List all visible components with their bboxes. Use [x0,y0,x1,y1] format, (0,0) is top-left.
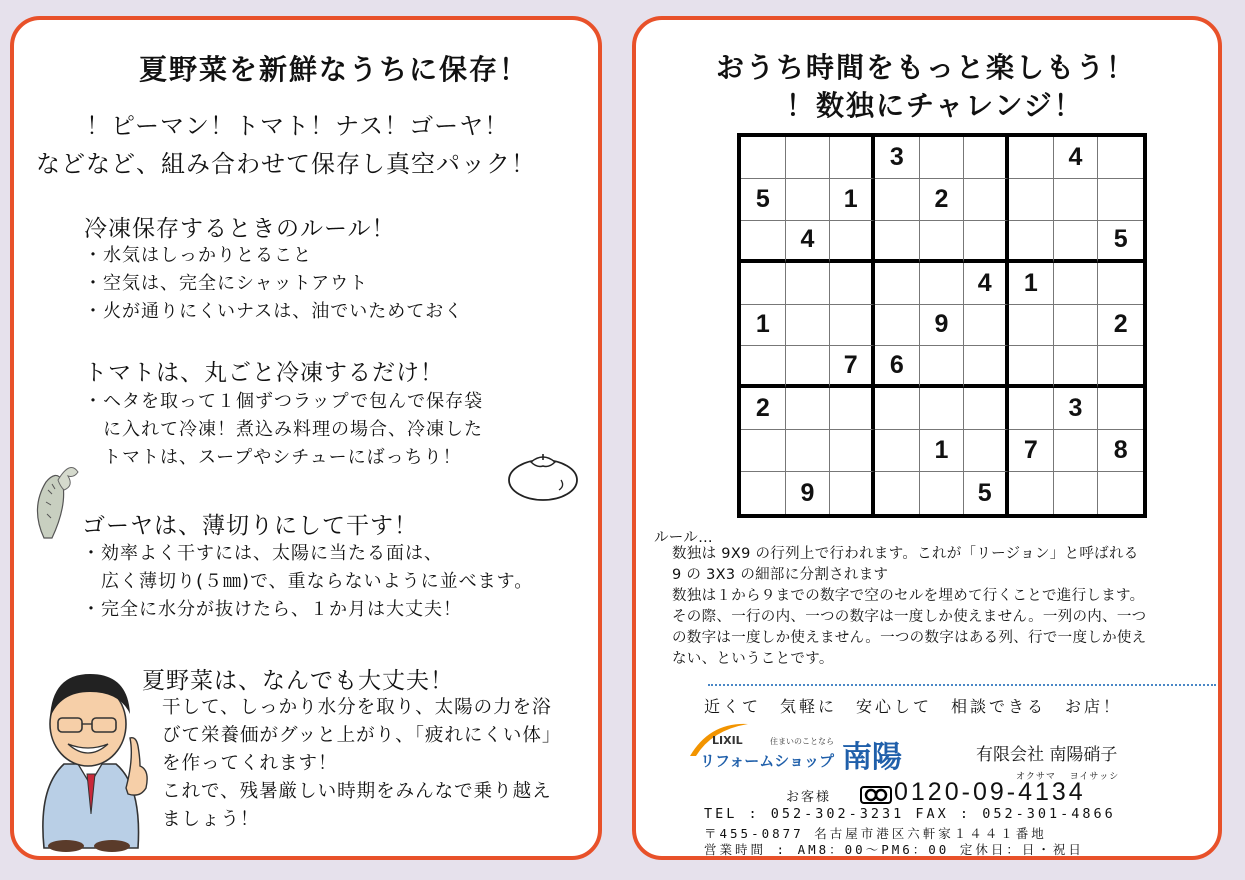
sudoku-cell: 8 [1098,430,1143,472]
sudoku-cell: 1 [1009,263,1054,305]
section-heading-freezing-rules: 冷凍保存するときのルール！ [84,216,396,242]
sudoku-cell [741,346,786,388]
body-line: ・ヘタを取って１個ずつラップで包んで保存袋 [84,391,484,412]
sudoku-cell [786,430,831,472]
sudoku-cell [1054,221,1099,263]
sudoku-cell [830,430,875,472]
sudoku-cell [741,263,786,305]
rules-line: その際、一行の内、一つの数字は一度しか使えません。一列の内、一つ [672,609,1147,625]
sudoku-cell [1009,346,1054,388]
sudoku-cell: 1 [741,305,786,347]
sudoku-cell [875,179,920,221]
section-heading-tomato: トマトは、丸ごと冷凍するだけ！ [84,360,444,386]
sudoku-cell: 7 [830,346,875,388]
sudoku-cell: 4 [786,221,831,263]
tomato-icon [506,450,580,502]
sudoku-cell [1054,305,1099,347]
body-line: ・空気は、完全にシャットアウト [84,273,369,294]
sudoku-cell [830,472,875,514]
sudoku-cell [964,137,1009,179]
sudoku-cell [1098,263,1143,305]
rules-text [672,544,1146,670]
body-line: ・水気はしっかりとること [84,245,312,266]
sudoku-cell [920,346,965,388]
sudoku-cell: 5 [741,179,786,221]
sudoku-cell [786,137,831,179]
sudoku-cell [1009,388,1054,430]
sudoku-grid [737,133,1147,518]
sudoku-cell [920,263,965,305]
sudoku-cell [1098,137,1143,179]
body-line: ましょう！ [162,809,260,830]
body-line: を作ってくれます！ [162,753,338,774]
sudoku-cell: 5 [964,472,1009,514]
divider [708,684,1216,686]
right-title-line-2: ！数独にチャレンジ！ [786,89,1084,122]
sudoku-cell: 2 [920,179,965,221]
bitter-melon-icon [28,460,80,540]
left-title: 夏野菜を新鮮なうちに保存！ [139,53,530,86]
sudoku-cell [875,305,920,347]
sudoku-cell [741,221,786,263]
sudoku-cell [1054,430,1099,472]
body-line: ・効率よく干すには、太陽に当たる面は、 [82,543,443,564]
sudoku-cell [830,221,875,263]
section-heading-goya: ゴーヤは、薄切りにして干す！ [82,513,418,539]
sudoku-cell [830,263,875,305]
body-line: 干して、しっかり水分を取り、太陽の力を浴 [162,697,552,718]
sudoku-cell [1009,179,1054,221]
freedial-reading: オクサマ ヨイサッシ [1016,772,1120,782]
sudoku-cell: 2 [741,388,786,430]
sudoku-cell [1009,305,1054,347]
left-panel [10,16,602,860]
company-name: 有限会社 南陽硝子 [976,745,1118,765]
sudoku-cell [875,388,920,430]
right-title-line-1: おうち時間をもっと楽しもう！ [716,51,1137,84]
shopkeeper-illustration [26,668,156,852]
sudoku-cell [741,472,786,514]
sudoku-cell: 7 [1009,430,1054,472]
sudoku-cell [1098,388,1143,430]
address-line: 〒455-0877 名古屋市港区六軒家１４４１番地 [704,826,1047,841]
sudoku-cell: 1 [920,430,965,472]
sudoku-cell: 3 [875,137,920,179]
body-line: 広く薄切り(５㎜)で、重ならないように並べます。 [82,571,534,592]
rules-line: 9 の 3X3 の細部に分割されます [672,567,889,583]
hours-line: 営業時間 : AM8：00～PM6：00 定休日：日・祝日 [704,842,1084,857]
sudoku-cell [741,430,786,472]
sudoku-cell: 9 [786,472,831,514]
sudoku-cell [1098,472,1143,514]
sudoku-cell [875,263,920,305]
sudoku-cell [786,263,831,305]
intro-line-1: ！ピーマン！トマト！ナス！ゴーヤ！ [86,112,510,140]
sudoku-cell [964,388,1009,430]
intro-line-2: などなど、組み合わせて保存し真空パック！ [36,150,536,178]
sudoku-cell: 2 [1098,305,1143,347]
sudoku-cell [830,137,875,179]
sudoku-cell [830,305,875,347]
logo-tagline: 住まいのことなら [770,737,834,746]
sudoku-cell [875,430,920,472]
tel-fax-line: TEL : 052-302-3231 FAX : 052-301-4866 [704,806,1116,822]
sudoku-cell: 4 [1054,137,1099,179]
section-body-summary [162,694,561,834]
rules-line: 数独は１から９までの数字で空のセルを埋めて行くことで進行します。 [672,588,1145,604]
sudoku-cell [1054,179,1099,221]
sudoku-cell [1098,179,1143,221]
sudoku-cell [1009,221,1054,263]
sudoku-cell [1054,346,1099,388]
sudoku-cell [1054,472,1099,514]
shop-tagline: 近くて 気軽に 安心して 相談できる お店！ [704,697,1123,716]
section-body-goya [82,540,533,624]
sudoku-cell [1098,346,1143,388]
freedial-icon [860,786,892,804]
body-line: ・完全に水分が抜けたら、１か月は大丈夫！ [82,599,462,620]
sudoku-cell [964,221,1009,263]
sudoku-cell [786,179,831,221]
sudoku-cell [1009,472,1054,514]
body-line: トマトは、スープやシチューにばっちり！ [84,447,462,468]
sudoku-cell: 5 [1098,221,1143,263]
sudoku-cell [875,472,920,514]
rules-line: ない、ということです。 [672,651,834,667]
sudoku-cell: 6 [875,346,920,388]
sudoku-cell [741,137,786,179]
shop-name: 南陽 [842,740,902,775]
right-panel [632,16,1222,860]
body-line: これで、残暑厳しい時期をみんなで乗り越え [162,781,552,802]
sudoku-cell [1054,263,1099,305]
sudoku-cell [920,137,965,179]
sudoku-cell [964,346,1009,388]
sudoku-cell [786,388,831,430]
freedial-number: 0120-09-4134 [894,778,1086,806]
customer-label: お客様 [786,790,832,805]
rules-label: ルール… [654,530,713,546]
sudoku-cell [920,472,965,514]
sudoku-cell [964,305,1009,347]
rules-line: 数独は 9X9 の行列上で行われます。これが「リージョン」と呼ばれる [672,546,1139,562]
sudoku-cell: 9 [920,305,965,347]
sudoku-cell: 3 [1054,388,1099,430]
section-heading-summary: 夏野菜は、なんでも大丈夫！ [142,668,454,694]
sudoku-cell [964,430,1009,472]
sudoku-cell [875,221,920,263]
rules-line: の数字は一度しか使えません。一つの数字はある列、行で一度しか使え [672,630,1147,646]
sudoku-cell [830,388,875,430]
sudoku-cell [786,305,831,347]
body-line: ・火が通りにくいナスは、油でいためておく [84,301,464,322]
sudoku-cell: 4 [964,263,1009,305]
sudoku-cell [964,179,1009,221]
sudoku-cell [920,221,965,263]
section-body-freezing-rules [84,242,463,326]
sudoku-cell: 1 [830,179,875,221]
body-line: びて栄養価がグッと上がり、「疲れにくい体」 [162,725,562,746]
body-line: に入れて冷凍！煮込み料理の場合、冷凍した [84,419,483,440]
logo-text: リフォームショップ [700,752,834,770]
section-body-tomato [84,388,483,472]
sudoku-cell [786,346,831,388]
sudoku-cell [1009,137,1054,179]
logo-brand: LIXIL [712,734,743,747]
sudoku-cell [920,388,965,430]
